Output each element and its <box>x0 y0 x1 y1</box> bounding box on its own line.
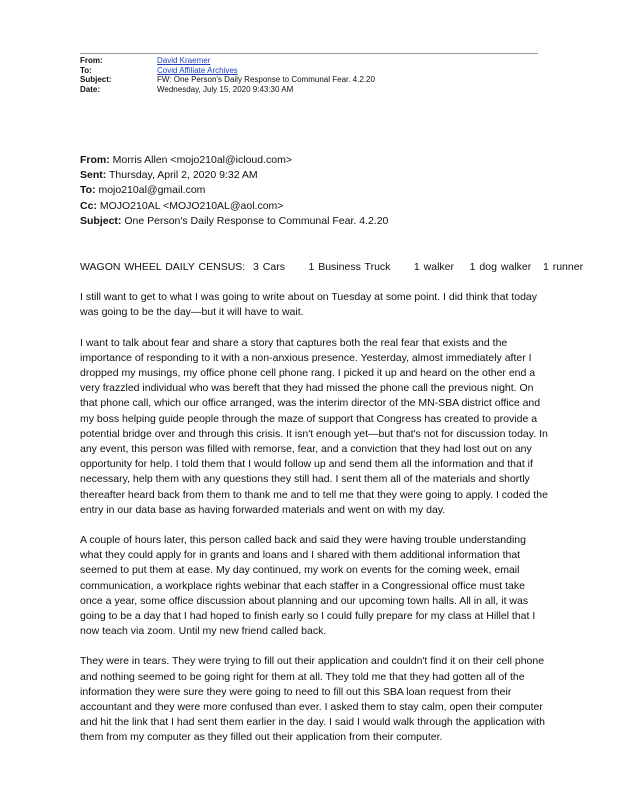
date-label: Date: <box>80 84 101 94</box>
fw-subject-value: One Person's Daily Response to Communal Fear. 4.2.20 <box>121 214 389 227</box>
forwarded-header <box>80 153 388 229</box>
paragraph-2: I want to talk about fear and share a story that captures both the real fear that exists and the importance of responding to it with a non-anxious presence. Yesterday, almost immediately after I dropped my musings, my office phone cell phone rang. I picked it up and heard on the other end a very frazzled individual who was bereft that they had missed the phone call the previous night. On that phone call, which our office arranged, was the interim director of the MN-SBA district office and my boss helping guide people through the maze of support that Congress has created to provide a potential bridge over and through this crisis. It isn't enough yet—but that's not for discussion today. In any event, this person was filled with remorse, fear, and a conviction that they had lost out on any opportunity for help. I told them that I would follow up and send them all the information and that if necessary, help them with any questions they still had. I sent them all of the materials and shortly thereafter heard back from them to thank me and to tell me that they were going to apply. I coded the entry in our data base as having forwarded materials and went on with my day. <box>80 336 548 516</box>
header-divider <box>80 53 538 54</box>
fw-sent-value: Thursday, April 2, 2020 9:32 AM <box>106 169 258 182</box>
fw-from-label: From: <box>80 154 110 166</box>
fw-sent-label: Sent: <box>80 169 107 182</box>
fw-from-value: Morris Allen <mojo210al@icloud.com> <box>109 154 292 166</box>
subject-label: Subject: <box>80 75 112 85</box>
subject-value: FW: One Person's Daily Response to Communal Fear. 4.2.20 <box>157 75 375 85</box>
from-label: From: <box>80 56 103 65</box>
fw-cc-value: MOJO210AL <MOJO210AL@aol.com> <box>96 199 284 212</box>
to-link[interactable]: Covid Affiliate Archives <box>157 65 238 75</box>
fw-to-value: mojo210al@gmail.com <box>95 184 206 197</box>
paragraph-4: They were in tears. They were trying to fill out their application and couldn't find it on their cell phone and nothing seemed to be going right for them at all. They told me that they had gotten all of the information they were sure they were going to need to fill out this SBA loan request from their accountant and they were more confused than ever. I asked them to stay calm, open their computer and hit the link that I had sent them earlier in the day. I said I would walk through the application with them from my computer as they filled out their application from their computer. <box>80 655 545 744</box>
email-header <box>80 56 375 94</box>
fw-to-label: To: <box>80 184 96 197</box>
fw-cc-label: Cc: <box>80 199 97 212</box>
paragraph-3: A couple of hours later, this person called back and said they were having trouble understanding what they could apply for in grants and loans and I shared with them additional information that seemed to put them at ease. My day continued, my work on events for the coming week, email communication, a workplace rights webinar that each staffer in a Congressional office must take once a year, some office discussion about planning and our upcoming town halls. All in all, it was going to be a day that I had hoped to finish early so I could fully prepare for my class at Hillel that I now teach via zoom. Until my new friend called back. <box>80 534 536 638</box>
to-label: To: <box>80 65 92 75</box>
census-line: WAGON WHEEL DAILY CENSUS: 3 Cars 1 Business Truck 1 walker 1 dog walker 1 runner <box>80 261 584 273</box>
from-link[interactable]: David Kraemer <box>157 56 211 65</box>
email-body <box>80 260 584 761</box>
paragraph-1: I still want to get to what I was going to write about on Tuesday at some point. I did think that today was going to be the day—but it will have to wait. <box>80 291 538 319</box>
date-value: Wednesday, July 15, 2020 9:43:30 AM <box>157 84 294 94</box>
fw-subject-label: Subject: <box>80 214 122 227</box>
